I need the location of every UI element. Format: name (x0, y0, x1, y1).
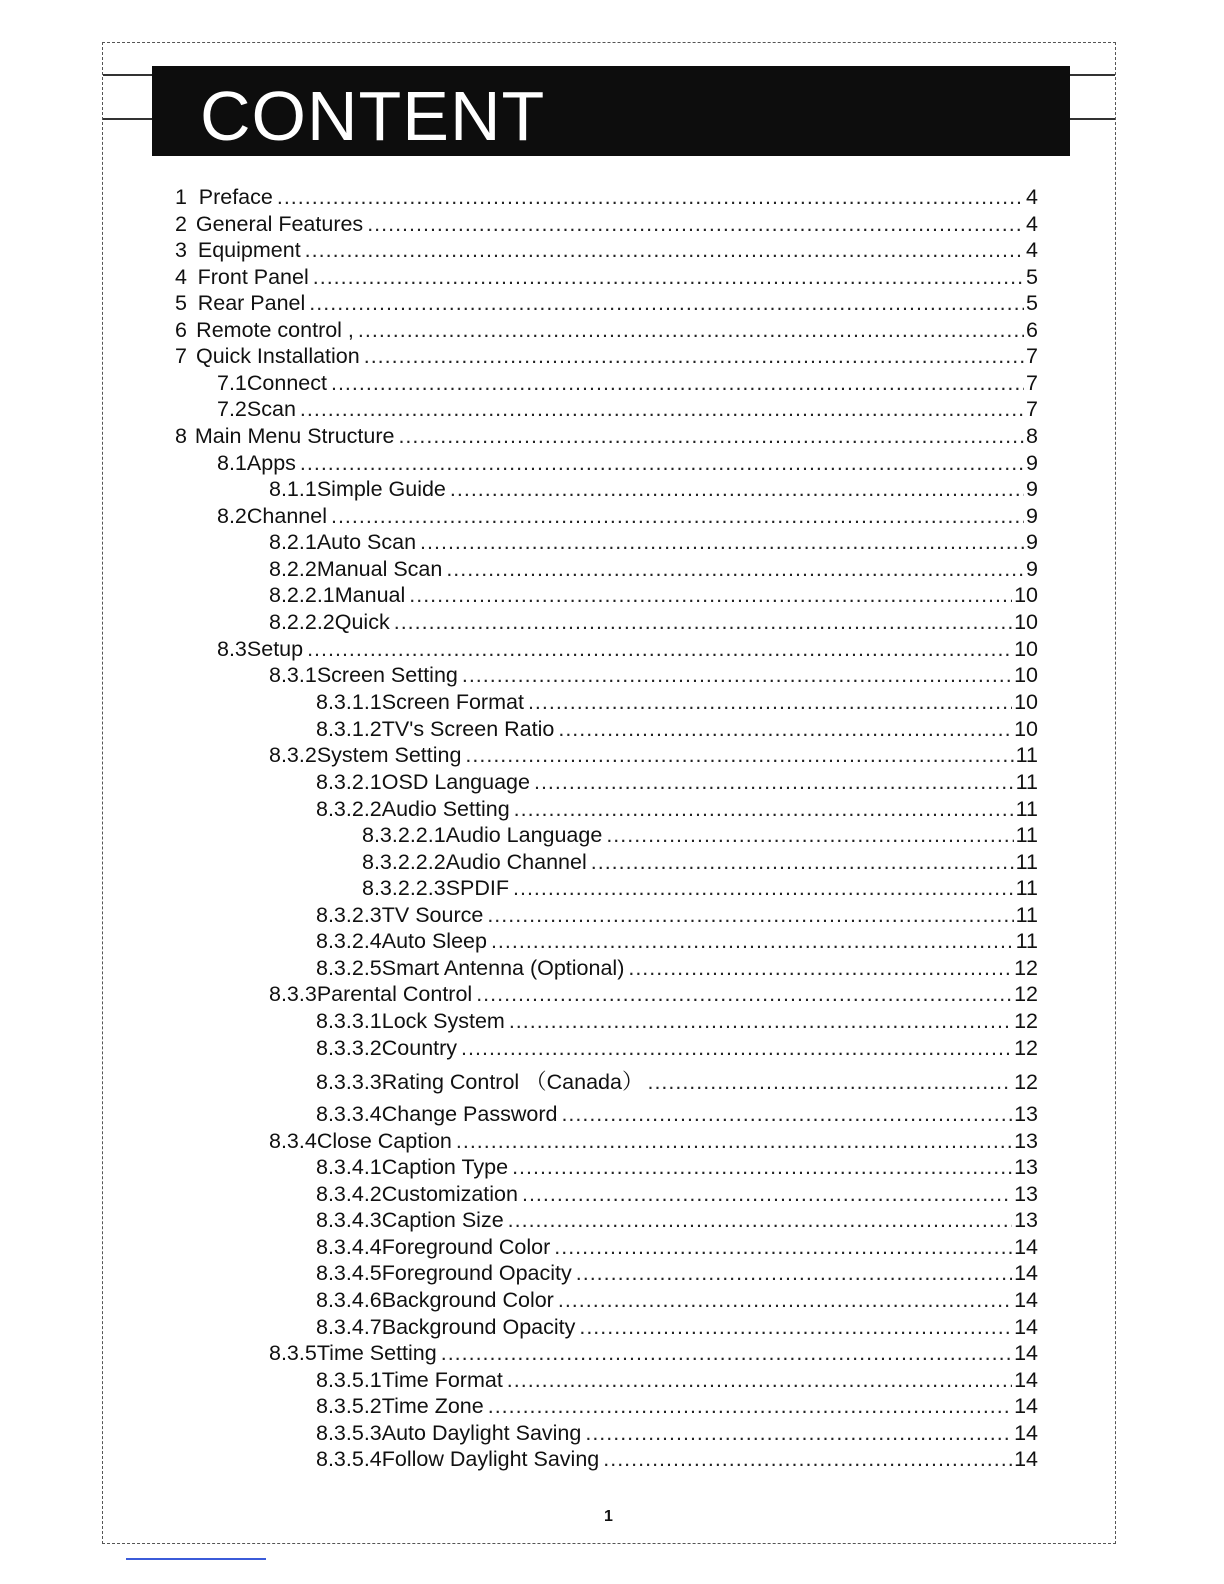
toc-entry-page: 14 (1014, 1235, 1038, 1259)
toc-entry-label: Rear Panel (197, 291, 306, 315)
toc-entry-label: Setup (246, 637, 304, 661)
toc-leader-dots (558, 1287, 1012, 1313)
toc-entry (316, 1420, 1038, 1446)
toc-leader-dots (591, 849, 1014, 875)
toc-entry-number: 8 (175, 424, 187, 448)
toc-entry-label: Change Password (381, 1102, 558, 1126)
toc-entry-page: 14 (1014, 1341, 1038, 1365)
toc-entry (175, 184, 1038, 210)
toc-entry-number: 8.3.4.2 (316, 1182, 382, 1206)
toc-entry-number: 8.3.4 (269, 1129, 317, 1153)
toc-entry-page: 10 (1014, 610, 1038, 634)
toc-entry (316, 955, 1038, 981)
toc-entry-page: 9 (1026, 557, 1038, 581)
toc-entry (316, 1035, 1038, 1061)
toc-entry-label: OSD Language (381, 770, 530, 794)
toc-entry-label: Background Opacity (381, 1315, 576, 1339)
toc-entry-number: 8.1.1 (269, 477, 317, 501)
toc-entry-label: Auto Sleep (381, 929, 487, 953)
toc-entry-label: Channel (246, 504, 327, 528)
toc-leader-dots (300, 396, 1024, 422)
toc-entry-number: 7 (175, 344, 187, 368)
toc-leader-dots (514, 796, 1014, 822)
toc-entry (175, 264, 1038, 290)
page-title: CONTENT (200, 77, 546, 155)
toc-leader-dots (522, 1181, 1012, 1207)
toc-leader-dots (647, 1069, 1012, 1095)
toc-leader-dots (513, 875, 1014, 901)
toc-leader-dots (277, 184, 1024, 210)
toc-entry-label: Remote control , (196, 318, 354, 342)
toc-entry-number: 8.3.4.1 (316, 1155, 382, 1179)
toc-entry-number: 8.3.2.5 (316, 956, 382, 980)
toc-entry-page: 14 (1014, 1421, 1038, 1445)
toc-entry-page: 11 (1015, 850, 1038, 874)
toc-leader-dots (313, 264, 1024, 290)
toc-entry-label: Preface (198, 185, 273, 209)
toc-entry-page: 5 (1026, 291, 1038, 315)
toc-entry-page: 13 (1014, 1155, 1038, 1179)
toc-entry-page: 5 (1026, 265, 1038, 289)
toc-entry-number: 8.3.2.4 (316, 929, 382, 953)
toc-entry (362, 822, 1038, 848)
toc-entry-page: 4 (1026, 238, 1038, 262)
toc-entry-number: 8.3.3 (269, 982, 317, 1006)
toc-entry (316, 1101, 1038, 1127)
toc-entry-page: 14 (1014, 1261, 1038, 1285)
toc-entry-label: General Features (195, 212, 364, 236)
toc-entry-label: Manual (334, 583, 406, 607)
toc-entry-label: Auto Scan (316, 530, 417, 554)
toc-leader-dots (558, 716, 1012, 742)
toc-entry-label: Follow Daylight Saving (381, 1447, 600, 1471)
toc-entry-number: 8.3 (217, 637, 247, 661)
toc-entry-page: 9 (1026, 504, 1038, 528)
toc-entry-number: 8.3.5.1 (316, 1368, 382, 1392)
toc-entry-page: 11 (1015, 770, 1038, 794)
toc-entry-number: 8.3.5.2 (316, 1394, 382, 1418)
toc-entry-number: 8.3.5.3 (316, 1421, 382, 1445)
toc-leader-dots (606, 822, 1013, 848)
toc-entry (217, 636, 1038, 662)
toc-leader-dots (576, 1260, 1012, 1286)
toc-entry-number: 8.3.5 (269, 1341, 317, 1365)
toc-entry-page: 11 (1015, 876, 1038, 900)
toc-entry-number: 8.3.2.1 (316, 770, 382, 794)
toc-entry-label: Audio Language (445, 823, 603, 847)
toc-entry-number: 8.3.3.2 (316, 1036, 382, 1060)
toc-leader-dots (508, 1207, 1012, 1233)
toc-entry-label: TV Source (381, 903, 484, 927)
toc-leader-dots (603, 1446, 1012, 1472)
toc-entry-number: 8.3.4.6 (316, 1288, 382, 1312)
toc-entry (316, 796, 1038, 822)
toc-entry-number: 4 (175, 265, 187, 289)
toc-entry-page: 7 (1026, 397, 1038, 421)
toc-entry-label: Parental Control (316, 982, 473, 1006)
toc-entry (269, 1340, 1038, 1366)
toc-entry-page: 14 (1014, 1315, 1038, 1339)
toc-entry-number: 7.1 (217, 371, 247, 395)
toc-entry-number: 8.3.5.4 (316, 1447, 382, 1471)
toc-leader-dots (305, 237, 1024, 263)
toc-entry (316, 1069, 1038, 1095)
toc-leader-dots (358, 317, 1024, 343)
toc-entry (269, 981, 1038, 1007)
toc-leader-dots (394, 609, 1012, 635)
toc-entry-number: 8.2.2 (269, 557, 317, 581)
toc-entry-number: 8.3.1.2 (316, 717, 382, 741)
toc-entry-number: 8.1 (217, 451, 247, 475)
toc-entry (269, 556, 1038, 582)
toc-entry-label: Manual Scan (316, 557, 443, 581)
toc-entry (316, 716, 1038, 742)
toc-entry-page: 12 (1014, 1070, 1038, 1094)
toc-entry (269, 529, 1038, 555)
toc-entry (269, 1128, 1038, 1154)
toc-entry-number: 6 (175, 318, 187, 342)
toc-leader-dots (512, 1154, 1012, 1180)
toc-entry-page: 13 (1014, 1182, 1038, 1206)
toc-entry (316, 1446, 1038, 1472)
toc-entry-page: 11 (1015, 903, 1038, 927)
toc-entry-page: 10 (1014, 663, 1038, 687)
toc-entry-number: 8.3.2 (269, 743, 317, 767)
toc-entry-number: 8.3.3.1 (316, 1009, 382, 1033)
toc-entry-page: 8 (1026, 424, 1038, 448)
toc-entry-page: 10 (1014, 690, 1038, 714)
toc-entry-label: Screen Format (381, 690, 524, 714)
toc-entry-number: 8.3.2.3 (316, 903, 382, 927)
toc-entry-label: Rating Control （Canada） (381, 1070, 644, 1094)
toc-entry (362, 849, 1038, 875)
toc-entry (316, 1008, 1038, 1034)
toc-leader-dots (307, 636, 1012, 662)
toc-entry (316, 1181, 1038, 1207)
toc-entry-number: 8.3.1 (269, 663, 317, 687)
toc-entry (362, 875, 1038, 901)
toc-entry-number: 8.3.3.4 (316, 1102, 382, 1126)
toc-leader-dots (420, 529, 1024, 555)
toc-entry-page: 14 (1014, 1394, 1038, 1418)
toc-entry-label: Customization (381, 1182, 518, 1206)
toc-entry-label: Foreground Opacity (381, 1261, 572, 1285)
toc-entry (269, 476, 1038, 502)
toc-entry-label: Quick Installation (196, 344, 360, 368)
toc-leader-dots (461, 1035, 1012, 1061)
toc-entry-page: 12 (1014, 1009, 1038, 1033)
toc-leader-dots (446, 556, 1024, 582)
toc-leader-dots (561, 1101, 1012, 1127)
toc-entry (316, 689, 1038, 715)
toc-entry-page: 4 (1026, 212, 1038, 236)
toc-entry (175, 211, 1038, 237)
toc-entry (269, 662, 1038, 688)
toc-entry-number: 7.2 (217, 397, 247, 421)
toc-entry-number: 8.3.4.4 (316, 1235, 382, 1259)
toc-entry-number: 8.3.4.3 (316, 1208, 382, 1232)
toc-leader-dots (554, 1234, 1012, 1260)
toc-entry-page: 9 (1026, 477, 1038, 501)
toc-entry (316, 928, 1038, 954)
toc-entry-label: Screen Setting (316, 663, 458, 687)
toc-entry (316, 1207, 1038, 1233)
toc-leader-dots (465, 742, 1013, 768)
toc-entry-label: Lock System (381, 1009, 505, 1033)
toc-entry-number: 8.2.1 (269, 530, 317, 554)
toc-entry (316, 1287, 1038, 1313)
toc-entry (175, 290, 1038, 316)
toc-entry-page: 13 (1014, 1129, 1038, 1153)
toc-entry-number: 8.3.2.2.3 (362, 876, 446, 900)
toc-entry-label: Connect (246, 371, 327, 395)
toc-entry-page: 13 (1014, 1208, 1038, 1232)
toc-entry-label: Audio Setting (381, 797, 510, 821)
toc-entry-label: Quick (334, 610, 390, 634)
toc-entry-number: 8.3.4.5 (316, 1261, 382, 1285)
toc-entry (316, 1367, 1038, 1393)
toc-entry-label: Caption Type (381, 1155, 509, 1179)
toc-entry-page: 7 (1026, 371, 1038, 395)
toc-entry (217, 396, 1038, 422)
toc-entry-number: 8.3.1.1 (316, 690, 382, 714)
toc-leader-dots (487, 902, 1013, 928)
toc-entry-page: 10 (1014, 717, 1038, 741)
toc-entry (316, 902, 1038, 928)
toc-entry-label: TV's Screen Ratio (381, 717, 555, 741)
toc-entry-label: Country (381, 1036, 458, 1060)
toc-leader-dots (367, 211, 1024, 237)
toc-entry-label: Caption Size (381, 1208, 504, 1232)
toc-entry (316, 1154, 1038, 1180)
toc-leader-dots (409, 582, 1012, 608)
toc-leader-dots (456, 1128, 1012, 1154)
toc-entry-page: 12 (1014, 956, 1038, 980)
toc-entry-page: 14 (1014, 1288, 1038, 1312)
toc-entry-label: Time Zone (381, 1394, 484, 1418)
toc-entry-label: Smart Antenna (Optional) (381, 956, 625, 980)
toc-leader-dots (450, 476, 1024, 502)
toc-entry-number: 1 (175, 185, 187, 209)
toc-leader-dots (491, 928, 1014, 954)
toc-entry-number: 3 (175, 238, 187, 262)
toc-entry-page: 6 (1026, 318, 1038, 342)
toc-entry-label: Main Menu Structure (194, 424, 395, 448)
toc-entry-number: 8.2.2.1 (269, 583, 335, 607)
toc-leader-dots (509, 1008, 1012, 1034)
toc-entry-page: 13 (1014, 1102, 1038, 1126)
toc-leader-dots (507, 1367, 1012, 1393)
toc-entry (316, 1234, 1038, 1260)
toc-leader-dots (585, 1420, 1012, 1446)
toc-entry (316, 1393, 1038, 1419)
toc-entry-page: 7 (1026, 344, 1038, 368)
toc-entry-label: SPDIF (445, 876, 510, 900)
toc-leader-dots (534, 769, 1014, 795)
toc-entry-label: Time Setting (316, 1341, 437, 1365)
toc-entry (175, 317, 1038, 343)
toc-entry (175, 237, 1038, 263)
toc-entry-label: Time Format (381, 1368, 503, 1392)
toc-entry-page: 14 (1014, 1368, 1038, 1392)
toc-leader-dots (462, 662, 1012, 688)
toc-entry-page: 12 (1014, 1036, 1038, 1060)
toc-entry-number: 2 (175, 212, 187, 236)
toc-entry-number: 8.3.2.2.1 (362, 823, 446, 847)
toc-entry-page: 11 (1015, 823, 1038, 847)
toc-entry-number: 8.2.2.2 (269, 610, 335, 634)
toc-entry-number: 8.3.2.2 (316, 797, 382, 821)
toc-entry (175, 343, 1038, 369)
toc-leader-dots (528, 689, 1012, 715)
page-number: 1 (604, 1508, 613, 1525)
toc-leader-dots (300, 450, 1024, 476)
toc-entry-number: 8.3.4.7 (316, 1315, 382, 1339)
toc-entry (316, 1260, 1038, 1286)
toc-leader-dots (331, 503, 1024, 529)
toc-entry-number: 8.3.2.2.2 (362, 850, 446, 874)
toc-entry-label: Apps (246, 451, 296, 475)
toc-leader-dots (309, 290, 1024, 316)
toc-entry-label: Front Panel (197, 265, 309, 289)
toc-entry-page: 10 (1014, 583, 1038, 607)
toc-leader-dots (441, 1340, 1012, 1366)
toc-entry-page: 11 (1015, 797, 1038, 821)
toc-leader-dots (398, 423, 1024, 449)
toc-entry (269, 582, 1038, 608)
toc-entry-page: 4 (1026, 185, 1038, 209)
bottom-link-underline (126, 1558, 266, 1560)
toc-entry-page: 14 (1014, 1447, 1038, 1471)
toc-entry-label: Auto Daylight Saving (381, 1421, 582, 1445)
toc-leader-dots (476, 981, 1012, 1007)
toc-entry-number: 8.2 (217, 504, 247, 528)
toc-entry-page: 11 (1015, 929, 1038, 953)
toc-entry-number: 5 (175, 291, 187, 315)
toc-entry-label: Simple Guide (316, 477, 446, 501)
toc-entry-page: 10 (1014, 637, 1038, 661)
toc-entry (269, 742, 1038, 768)
toc-entry-page: 11 (1015, 743, 1038, 767)
toc-leader-dots (364, 343, 1024, 369)
toc-entry-label: Scan (246, 397, 296, 421)
toc-entry (316, 769, 1038, 795)
toc-entry (217, 370, 1038, 396)
toc-entry-page: 9 (1026, 451, 1038, 475)
toc-entry-label: System Setting (316, 743, 462, 767)
toc-leader-dots (628, 955, 1012, 981)
toc-entry-label: Close Caption (316, 1129, 452, 1153)
toc-leader-dots (488, 1393, 1012, 1419)
toc-entry (316, 1314, 1038, 1340)
toc-leader-dots (331, 370, 1024, 396)
toc-leader-dots (579, 1314, 1012, 1340)
toc-entry-number: 8.3.3.3 (316, 1070, 382, 1094)
toc-entry-label: Equipment (197, 238, 301, 262)
toc-entry-label: Background Color (381, 1288, 554, 1312)
toc-entry (175, 423, 1038, 449)
toc-entry (217, 503, 1038, 529)
toc-entry-label: Audio Channel (445, 850, 587, 874)
toc-entry-page: 9 (1026, 530, 1038, 554)
toc-entry-page: 12 (1014, 982, 1038, 1006)
toc-entry-label: Foreground Color (381, 1235, 551, 1259)
toc-entry (217, 450, 1038, 476)
toc-entry (269, 609, 1038, 635)
